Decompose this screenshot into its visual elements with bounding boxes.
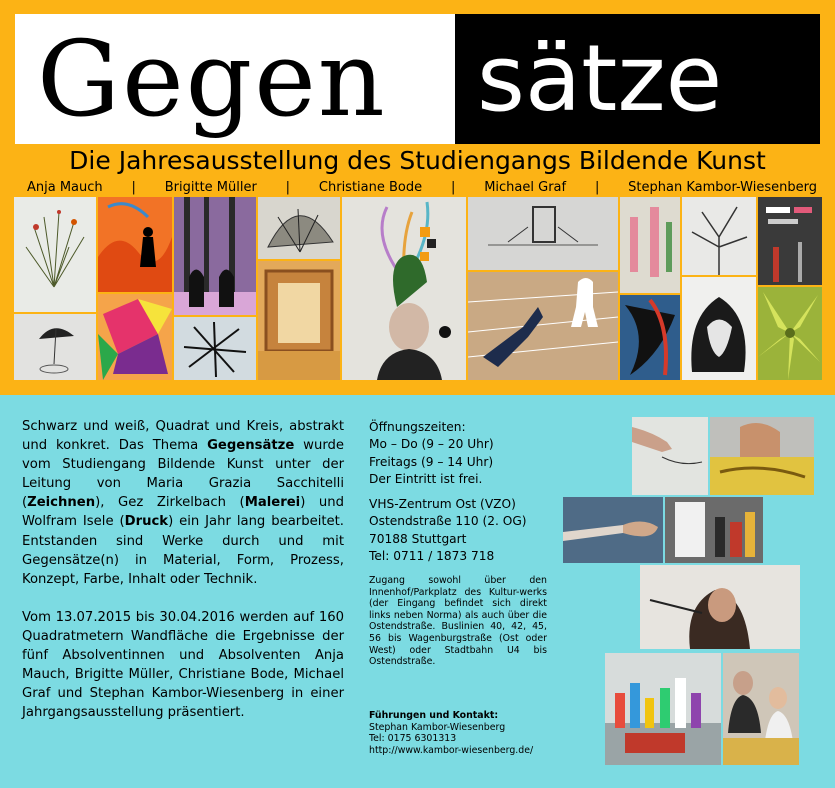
artwork-shell-drawing — [258, 197, 340, 259]
contact-block — [369, 710, 569, 756]
photo-art-supplies — [665, 497, 763, 563]
hours-title: Öffnungszeiten: — [369, 420, 466, 434]
text-span: ) ein Jahr lang bearbeitet. Entstanden sind Werke durch und mit Gegensätze(n) in Material, Form, Prozess, Konzept, Farbe, Inhalt oder Technik. — [22, 514, 345, 587]
separator: | — [285, 180, 291, 195]
photo-drawing-hand — [632, 417, 708, 495]
description — [22, 417, 344, 741]
artist-list — [27, 180, 817, 195]
info-section — [0, 395, 835, 788]
photo-brush-closeup — [563, 497, 663, 563]
contact-phone: Tel: 0175 6301313 — [369, 733, 457, 745]
access-text: Zugang sowohl über den Innenhof/Parkplatz des Kultur-werks (der Eingang befindet sich direkt links neben Norma) als auch über die Ostendstraße. Buslinien 40, 42, 45, 56 bis Wagenburgstraße (Ost oder West) oder Stadtbahn U4 bis Ostendstraße. — [369, 575, 547, 668]
artist-name: Michael Graf — [484, 180, 567, 195]
title-box-white — [15, 14, 455, 144]
subtitle: Die Jahresausstellung des Studiengangs Bildende Kunst — [69, 146, 766, 175]
title-box-black — [455, 14, 820, 144]
theme-highlight: Gegensätze — [207, 438, 295, 454]
text-span: wurde vom Studiengang Bildende Kunst unter der Leitung von Maria Grazia Sacchitelli ( — [22, 438, 344, 511]
artwork-falling-figure — [468, 272, 618, 380]
contact-link[interactable]: http://www.kambor-wiesenberg.de/ — [369, 744, 534, 756]
artwork-green-plant — [758, 287, 822, 380]
venue-street: Ostendstraße 110 (2. OG) — [369, 514, 527, 529]
artist-name: Anja Mauch — [27, 180, 103, 195]
artwork-text-collage — [758, 197, 822, 285]
separator: | — [594, 180, 600, 195]
artist-name: Christiane Bode — [318, 180, 423, 195]
hours-friday: Freitags (9 – 14 Uhr) — [369, 454, 494, 469]
artwork-room-painting — [258, 261, 340, 380]
photo-painting-table — [710, 417, 814, 495]
address-block — [369, 496, 549, 565]
artist-name: Stephan Kambor-Wiesenberg — [628, 180, 817, 195]
artwork-bw-portrait — [682, 277, 756, 380]
artwork-orange-figures — [98, 197, 172, 292]
discipline-highlight: Druck — [124, 514, 169, 530]
venue-phone: Tel: 0711 / 1873 718 — [369, 549, 495, 564]
admission-note: Der Eintritt ist frei. — [369, 471, 483, 486]
artwork-ink-burst — [174, 317, 256, 380]
artwork-tree-drawing — [682, 197, 756, 275]
artwork-collage — [14, 197, 822, 380]
artwork-portrait-collage — [342, 197, 466, 380]
text-span: Schwarz und weiß, Quadrat und Kreis, abstrakt und konkret. Das Thema — [22, 419, 344, 454]
photo-painter-woman — [640, 565, 800, 649]
text-span: ) und Wolfram Isele ( — [22, 495, 344, 530]
venue-city: 70188 Stuttgart — [369, 531, 467, 546]
hours-block — [369, 419, 549, 488]
photo-group-working — [723, 653, 799, 765]
artwork-colorful-abstract — [98, 294, 172, 380]
artwork-two-figures — [174, 197, 256, 315]
artwork-umbrella-sketch — [14, 314, 96, 380]
artwork-pink-figures — [620, 197, 680, 293]
contact-name: Stephan Kambor-Wiesenberg — [369, 721, 506, 733]
separator: | — [131, 180, 136, 195]
title-part-2: sätze — [477, 25, 723, 132]
access-info — [369, 575, 547, 680]
description-paragraph-1 — [22, 417, 344, 589]
title-part-1: Gegen — [37, 18, 387, 140]
photo-paint-table — [605, 653, 721, 765]
description-paragraph-2: Vom 13.07.2015 bis 30.04.2016 werden auf 160 Quadratmetern Wandfläche die Ergebnisse der fünf Absolventinnen und Absolventen Anja Mauch, Brigitte Müller, Christiane Bode, Michael Graf und Stephan Kambor-Wiesenberg in einer Jahrgangsausstellung präsentiert. — [22, 609, 344, 721]
discipline-highlight: Zeichnen — [27, 495, 96, 511]
separator: | — [450, 180, 456, 195]
discipline-highlight: Malerei — [244, 495, 301, 511]
artwork-dark-abstract — [620, 295, 680, 380]
contact-title: Führungen und Kontakt: — [369, 710, 499, 721]
venue-name: VHS-Zentrum Ost (VZO) — [369, 497, 516, 512]
artwork-grass-drawing — [14, 197, 96, 312]
opening-info — [369, 419, 549, 573]
artist-name: Brigitte Müller — [164, 180, 257, 195]
text-span: ), Gez Zirkelbach ( — [95, 495, 245, 511]
artwork-door-etching — [468, 197, 618, 270]
hours-weekdays: Mo – Do (9 – 20 Uhr) — [369, 437, 494, 452]
